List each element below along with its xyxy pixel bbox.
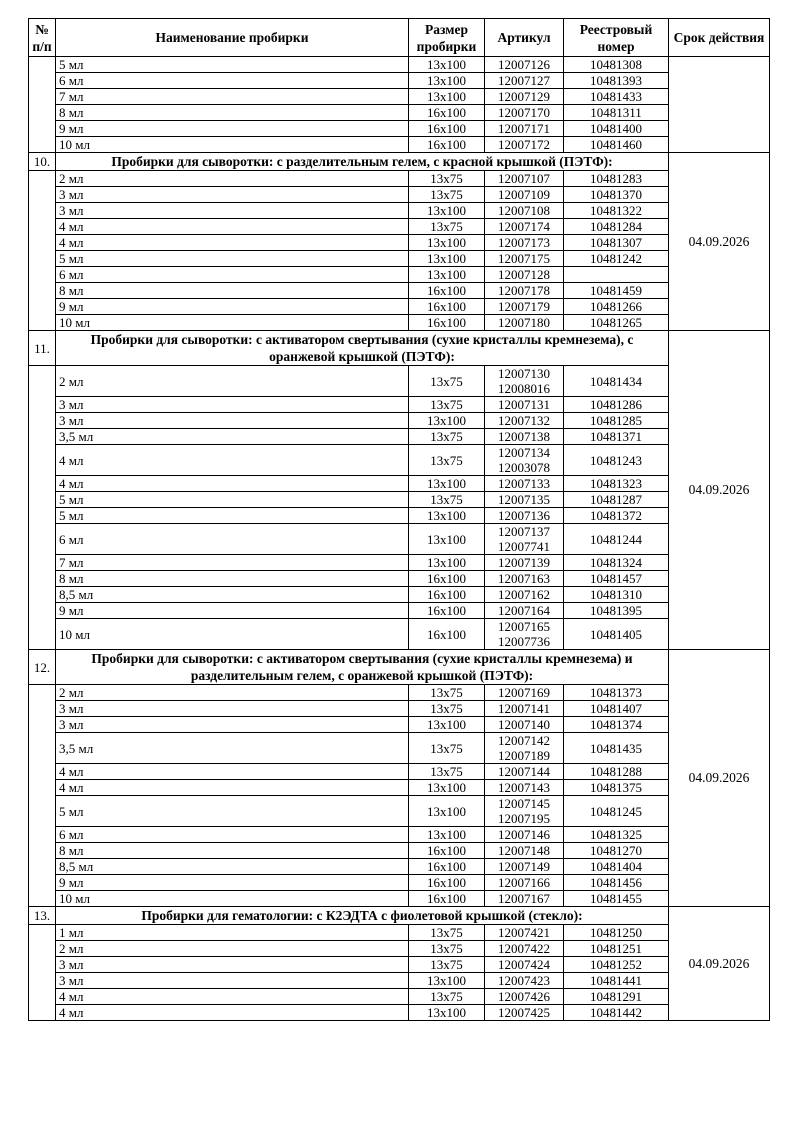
tube-size-cell: 16x100 bbox=[409, 137, 485, 153]
registry-number-cell bbox=[564, 267, 669, 283]
table-row bbox=[29, 283, 770, 299]
tube-name-cell: 2 мл bbox=[56, 685, 409, 701]
tube-name-cell: 3 мл bbox=[56, 701, 409, 717]
tube-name-cell: 8,5 мл bbox=[56, 859, 409, 875]
tube-size-cell: 13x100 bbox=[409, 508, 485, 524]
tube-name-cell: 2 мл bbox=[56, 941, 409, 957]
validity-cell: 04.09.2026 bbox=[669, 153, 770, 331]
registry-number-cell: 10481442 bbox=[564, 1005, 669, 1021]
table-row bbox=[29, 397, 770, 413]
article-cell: 12007169 bbox=[485, 685, 564, 701]
validity-cell: 04.09.2026 bbox=[669, 331, 770, 650]
registry-number-cell: 10481244 bbox=[564, 524, 669, 555]
tube-name-cell: 6 мл bbox=[56, 73, 409, 89]
table-row bbox=[29, 187, 770, 203]
col-header-registry: Реестровый номер bbox=[564, 19, 669, 57]
registry-number-cell: 10481405 bbox=[564, 619, 669, 650]
registry-number-cell: 10481252 bbox=[564, 957, 669, 973]
article-line: 12007741 bbox=[498, 539, 550, 554]
tube-name-cell: 10 мл bbox=[56, 137, 409, 153]
article-cell: 12007421 bbox=[485, 925, 564, 941]
article-cell: 12007167 bbox=[485, 891, 564, 907]
tube-size-cell: 13x100 bbox=[409, 1005, 485, 1021]
section-number-spacer-cell bbox=[29, 57, 56, 153]
tube-name-cell: 4 мл bbox=[56, 235, 409, 251]
article-cell: 12007174 bbox=[485, 219, 564, 235]
table-row bbox=[29, 315, 770, 331]
section-title-cell: Пробирки для гематологии: с К2ЭДТА с фиолетовой крышкой (стекло): bbox=[56, 907, 669, 925]
tube-name-cell: 4 мл bbox=[56, 780, 409, 796]
table-row bbox=[29, 203, 770, 219]
tube-size-cell: 13x75 bbox=[409, 445, 485, 476]
registry-number-cell: 10481283 bbox=[564, 171, 669, 187]
registry-number-cell: 10481324 bbox=[564, 555, 669, 571]
table-row bbox=[29, 764, 770, 780]
col-header-name: Наименование пробирки bbox=[56, 19, 409, 57]
tube-name-cell: 9 мл bbox=[56, 875, 409, 891]
article-cell: 12007140 bbox=[485, 717, 564, 733]
article-cell: 12007109 bbox=[485, 187, 564, 203]
tube-size-cell: 16x100 bbox=[409, 587, 485, 603]
article-cell: 12007179 bbox=[485, 299, 564, 315]
article-cell bbox=[485, 796, 564, 827]
article-line: 12007134 bbox=[498, 445, 550, 460]
table-row bbox=[29, 733, 770, 764]
tube-size-cell: 16x100 bbox=[409, 603, 485, 619]
article-cell: 12007127 bbox=[485, 73, 564, 89]
article-line: 12007137 bbox=[498, 524, 550, 539]
registry-number-cell: 10481407 bbox=[564, 701, 669, 717]
tube-size-cell: 13x75 bbox=[409, 989, 485, 1005]
article-cell: 12007144 bbox=[485, 764, 564, 780]
col-header-validity: Срок действия bbox=[669, 19, 770, 57]
tube-name-cell: 4 мл bbox=[56, 476, 409, 492]
table-row bbox=[29, 571, 770, 587]
table-row bbox=[29, 299, 770, 315]
article-cell: 12007143 bbox=[485, 780, 564, 796]
table-row bbox=[29, 843, 770, 859]
registry-number-cell: 10481404 bbox=[564, 859, 669, 875]
table-row bbox=[29, 413, 770, 429]
tube-size-cell: 13x100 bbox=[409, 973, 485, 989]
section-header-row bbox=[29, 650, 770, 685]
tube-size-cell: 13x100 bbox=[409, 89, 485, 105]
registry-number-cell: 10481373 bbox=[564, 685, 669, 701]
tube-size-cell: 13x100 bbox=[409, 57, 485, 73]
table-row bbox=[29, 827, 770, 843]
tube-size-cell: 16x100 bbox=[409, 875, 485, 891]
tube-size-cell: 13x75 bbox=[409, 219, 485, 235]
article-line: 12007189 bbox=[498, 748, 550, 763]
tube-name-cell: 10 мл bbox=[56, 315, 409, 331]
tube-size-cell: 13x75 bbox=[409, 492, 485, 508]
article-cell: 12007146 bbox=[485, 827, 564, 843]
registry-number-cell: 10481250 bbox=[564, 925, 669, 941]
registry-number-cell: 10481285 bbox=[564, 413, 669, 429]
section-number-cell: 11. bbox=[29, 331, 56, 366]
article-line: 12007130 bbox=[498, 366, 550, 381]
tube-size-cell: 13x75 bbox=[409, 171, 485, 187]
registry-number-cell: 10481266 bbox=[564, 299, 669, 315]
registry-number-cell: 10481433 bbox=[564, 89, 669, 105]
article-cell: 12007175 bbox=[485, 251, 564, 267]
article-cell: 12007133 bbox=[485, 476, 564, 492]
section-title-cell: Пробирки для сыворотки: с активатором свертывания (сухие кристаллы кремнезема), с оранжевой крышкой (ПЭТФ): bbox=[56, 331, 669, 366]
tube-size-cell: 13x100 bbox=[409, 413, 485, 429]
table-row bbox=[29, 587, 770, 603]
registry-number-cell: 10481325 bbox=[564, 827, 669, 843]
table-row bbox=[29, 891, 770, 907]
registry-number-cell: 10481286 bbox=[564, 397, 669, 413]
article-line: 12003078 bbox=[498, 460, 550, 475]
table-row bbox=[29, 267, 770, 283]
tube-size-cell: 13x75 bbox=[409, 764, 485, 780]
table-row bbox=[29, 1005, 770, 1021]
table-row bbox=[29, 492, 770, 508]
article-line: 12007142 bbox=[498, 733, 550, 748]
article-cell: 12007136 bbox=[485, 508, 564, 524]
tube-size-cell: 13x100 bbox=[409, 717, 485, 733]
registry-number-cell: 10481307 bbox=[564, 235, 669, 251]
article-cell: 12007164 bbox=[485, 603, 564, 619]
tube-size-cell: 13x100 bbox=[409, 203, 485, 219]
table-row bbox=[29, 429, 770, 445]
table-header-row bbox=[29, 19, 770, 57]
registry-number-cell: 10481395 bbox=[564, 603, 669, 619]
section-header-row bbox=[29, 331, 770, 366]
tube-size-cell: 16x100 bbox=[409, 859, 485, 875]
table-row bbox=[29, 445, 770, 476]
section-number-spacer-cell bbox=[29, 925, 56, 1021]
registry-number-cell: 10481265 bbox=[564, 315, 669, 331]
tube-size-cell: 13x100 bbox=[409, 524, 485, 555]
tube-size-cell: 13x100 bbox=[409, 251, 485, 267]
tube-name-cell: 4 мл bbox=[56, 1005, 409, 1021]
table-row bbox=[29, 251, 770, 267]
article-cell: 12007172 bbox=[485, 137, 564, 153]
article-cell: 12007148 bbox=[485, 843, 564, 859]
section-number-cell: 12. bbox=[29, 650, 56, 685]
section-title-cell: Пробирки для сыворотки: с активатором свертывания (сухие кристаллы кремнезема) и разделительным гелем, с оранжевой крышкой (ПЭТФ): bbox=[56, 650, 669, 685]
tube-name-cell: 3 мл bbox=[56, 203, 409, 219]
article-cell bbox=[485, 619, 564, 650]
tube-size-cell: 13x75 bbox=[409, 733, 485, 764]
tube-name-cell: 8 мл bbox=[56, 283, 409, 299]
tube-size-cell: 16x100 bbox=[409, 315, 485, 331]
article-cell bbox=[485, 445, 564, 476]
article-cell: 12007422 bbox=[485, 941, 564, 957]
table-row bbox=[29, 685, 770, 701]
article-cell: 12007171 bbox=[485, 121, 564, 137]
tube-name-cell: 5 мл bbox=[56, 508, 409, 524]
registry-number-cell: 10481374 bbox=[564, 717, 669, 733]
tube-name-cell: 4 мл bbox=[56, 219, 409, 235]
tube-size-cell: 16x100 bbox=[409, 121, 485, 137]
article-cell: 12007149 bbox=[485, 859, 564, 875]
article-cell: 12007424 bbox=[485, 957, 564, 973]
article-cell: 12007141 bbox=[485, 701, 564, 717]
registry-number-cell: 10481245 bbox=[564, 796, 669, 827]
table-row bbox=[29, 780, 770, 796]
tube-name-cell: 4 мл bbox=[56, 445, 409, 476]
tube-size-cell: 13x75 bbox=[409, 187, 485, 203]
tube-name-cell: 8 мл bbox=[56, 843, 409, 859]
table-row bbox=[29, 555, 770, 571]
registry-number-cell: 10481371 bbox=[564, 429, 669, 445]
tube-size-cell: 13x100 bbox=[409, 476, 485, 492]
table-row bbox=[29, 366, 770, 397]
tube-name-cell: 3 мл bbox=[56, 397, 409, 413]
table-row bbox=[29, 235, 770, 251]
tube-name-cell: 7 мл bbox=[56, 89, 409, 105]
article-cell bbox=[485, 733, 564, 764]
article-cell: 12007170 bbox=[485, 105, 564, 121]
article-cell: 12007108 bbox=[485, 203, 564, 219]
article-cell: 12007135 bbox=[485, 492, 564, 508]
tube-size-cell: 16x100 bbox=[409, 283, 485, 299]
registry-number-cell: 10481460 bbox=[564, 137, 669, 153]
tube-name-cell: 8 мл bbox=[56, 105, 409, 121]
tube-size-cell: 13x100 bbox=[409, 555, 485, 571]
article-cell: 12007107 bbox=[485, 171, 564, 187]
tube-size-cell: 13x100 bbox=[409, 73, 485, 89]
table-row bbox=[29, 603, 770, 619]
registry-number-cell: 10481242 bbox=[564, 251, 669, 267]
article-line: 12007145 bbox=[498, 796, 550, 811]
tube-name-cell: 1 мл bbox=[56, 925, 409, 941]
table-row bbox=[29, 219, 770, 235]
registry-number-cell: 10481370 bbox=[564, 187, 669, 203]
tube-name-cell: 3 мл bbox=[56, 717, 409, 733]
tube-name-cell: 5 мл bbox=[56, 492, 409, 508]
article-cell bbox=[485, 524, 564, 555]
article-cell: 12007180 bbox=[485, 315, 564, 331]
tube-name-cell: 5 мл bbox=[56, 796, 409, 827]
article-line: 12007195 bbox=[498, 811, 550, 826]
registry-number-cell: 10481311 bbox=[564, 105, 669, 121]
article-cell: 12007173 bbox=[485, 235, 564, 251]
table-row bbox=[29, 796, 770, 827]
article-line: 12007736 bbox=[498, 634, 550, 649]
section-number-cell: 10. bbox=[29, 153, 56, 171]
tube-name-cell: 3 мл bbox=[56, 187, 409, 203]
table-row bbox=[29, 619, 770, 650]
tube-name-cell: 3 мл bbox=[56, 413, 409, 429]
tube-name-cell: 8 мл bbox=[56, 571, 409, 587]
section-title-cell: Пробирки для сыворотки: с разделительным гелем, с красной крышкой (ПЭТФ): bbox=[56, 153, 669, 171]
section-number-spacer-cell bbox=[29, 366, 56, 650]
section-header-row bbox=[29, 907, 770, 925]
article-cell: 12007126 bbox=[485, 57, 564, 73]
tube-size-cell: 16x100 bbox=[409, 299, 485, 315]
tube-size-cell: 13x100 bbox=[409, 780, 485, 796]
registry-number-cell: 10481284 bbox=[564, 219, 669, 235]
article-cell: 12007166 bbox=[485, 875, 564, 891]
article-cell: 12007163 bbox=[485, 571, 564, 587]
tube-size-cell: 13x100 bbox=[409, 827, 485, 843]
table-row bbox=[29, 941, 770, 957]
tube-name-cell: 5 мл bbox=[56, 251, 409, 267]
table-row bbox=[29, 137, 770, 153]
tube-name-cell: 5 мл bbox=[56, 57, 409, 73]
article-cell: 12007162 bbox=[485, 587, 564, 603]
registry-number-cell: 10481270 bbox=[564, 843, 669, 859]
article-cell: 12007138 bbox=[485, 429, 564, 445]
tube-name-cell: 10 мл bbox=[56, 619, 409, 650]
registry-number-cell: 10481243 bbox=[564, 445, 669, 476]
col-header-article: Артикул bbox=[485, 19, 564, 57]
tube-name-cell: 6 мл bbox=[56, 524, 409, 555]
tube-name-cell: 3 мл bbox=[56, 957, 409, 973]
registry-number-cell: 10481457 bbox=[564, 571, 669, 587]
registry-number-cell: 10481291 bbox=[564, 989, 669, 1005]
tube-size-cell: 13x75 bbox=[409, 925, 485, 941]
article-cell: 12007425 bbox=[485, 1005, 564, 1021]
table-row bbox=[29, 171, 770, 187]
tube-name-cell: 9 мл bbox=[56, 121, 409, 137]
tube-size-cell: 13x75 bbox=[409, 701, 485, 717]
article-cell: 12007139 bbox=[485, 555, 564, 571]
table-row bbox=[29, 957, 770, 973]
tube-name-cell: 10 мл bbox=[56, 891, 409, 907]
registry-number-cell: 10481323 bbox=[564, 476, 669, 492]
article-line: 12007165 bbox=[498, 619, 550, 634]
table-row bbox=[29, 859, 770, 875]
table-row bbox=[29, 121, 770, 137]
table-row bbox=[29, 524, 770, 555]
registry-number-cell: 10481308 bbox=[564, 57, 669, 73]
registry-number-cell: 10481400 bbox=[564, 121, 669, 137]
tube-name-cell: 9 мл bbox=[56, 299, 409, 315]
tube-name-cell: 2 мл bbox=[56, 171, 409, 187]
section-number-spacer-cell bbox=[29, 685, 56, 907]
registry-number-cell: 10481456 bbox=[564, 875, 669, 891]
registry-number-cell: 10481287 bbox=[564, 492, 669, 508]
tube-name-cell: 9 мл bbox=[56, 603, 409, 619]
tube-size-cell: 13x100 bbox=[409, 235, 485, 251]
table-row bbox=[29, 105, 770, 121]
validity-cell: 04.09.2026 bbox=[669, 907, 770, 1021]
tube-size-cell: 16x100 bbox=[409, 105, 485, 121]
registry-number-cell: 10481288 bbox=[564, 764, 669, 780]
tube-size-cell: 13x75 bbox=[409, 397, 485, 413]
table-row bbox=[29, 508, 770, 524]
tube-size-cell: 16x100 bbox=[409, 619, 485, 650]
tube-size-cell: 13x75 bbox=[409, 366, 485, 397]
tube-name-cell: 6 мл bbox=[56, 827, 409, 843]
tube-size-cell: 16x100 bbox=[409, 891, 485, 907]
tube-name-cell: 3 мл bbox=[56, 973, 409, 989]
table-row bbox=[29, 875, 770, 891]
registry-number-cell: 10481435 bbox=[564, 733, 669, 764]
tube-name-cell: 4 мл bbox=[56, 989, 409, 1005]
tube-size-cell: 13x75 bbox=[409, 941, 485, 957]
table-row bbox=[29, 989, 770, 1005]
tube-name-cell: 8,5 мл bbox=[56, 587, 409, 603]
article-cell: 12007131 bbox=[485, 397, 564, 413]
tube-name-cell: 3,5 мл bbox=[56, 429, 409, 445]
article-cell: 12007423 bbox=[485, 973, 564, 989]
article-cell: 12007129 bbox=[485, 89, 564, 105]
tube-size-cell: 13x75 bbox=[409, 685, 485, 701]
table-row bbox=[29, 89, 770, 105]
tube-name-cell: 6 мл bbox=[56, 267, 409, 283]
table-row bbox=[29, 57, 770, 73]
registry-number-cell: 10481372 bbox=[564, 508, 669, 524]
tube-size-cell: 16x100 bbox=[409, 571, 485, 587]
tube-size-cell: 13x100 bbox=[409, 267, 485, 283]
registry-number-cell: 10481251 bbox=[564, 941, 669, 957]
tube-name-cell: 7 мл bbox=[56, 555, 409, 571]
section-header-row bbox=[29, 153, 770, 171]
table-row bbox=[29, 73, 770, 89]
registry-number-cell: 10481375 bbox=[564, 780, 669, 796]
tube-size-cell: 16x100 bbox=[409, 843, 485, 859]
article-cell: 12007128 bbox=[485, 267, 564, 283]
tube-name-cell: 2 мл bbox=[56, 366, 409, 397]
article-cell: 12007178 bbox=[485, 283, 564, 299]
tube-size-cell: 13x75 bbox=[409, 429, 485, 445]
section-number-spacer-cell bbox=[29, 171, 56, 331]
table-row bbox=[29, 476, 770, 492]
registry-number-cell: 10481393 bbox=[564, 73, 669, 89]
tube-name-cell: 3,5 мл bbox=[56, 733, 409, 764]
validity-cell bbox=[669, 57, 770, 153]
table-row bbox=[29, 701, 770, 717]
table-row bbox=[29, 973, 770, 989]
registry-number-cell: 10481455 bbox=[564, 891, 669, 907]
registry-number-cell: 10481459 bbox=[564, 283, 669, 299]
registry-number-cell: 10481441 bbox=[564, 973, 669, 989]
tube-size-cell: 13x75 bbox=[409, 957, 485, 973]
article-line: 12008016 bbox=[498, 381, 550, 396]
validity-cell: 04.09.2026 bbox=[669, 650, 770, 907]
article-cell: 12007426 bbox=[485, 989, 564, 1005]
table-row bbox=[29, 717, 770, 733]
tube-name-cell: 4 мл bbox=[56, 764, 409, 780]
section-number-cell: 13. bbox=[29, 907, 56, 925]
registry-table bbox=[28, 18, 770, 1021]
tube-size-cell: 13x100 bbox=[409, 796, 485, 827]
col-header-num: № п/п bbox=[29, 19, 56, 57]
col-header-size: Размер пробирки bbox=[409, 19, 485, 57]
registry-number-cell: 10481322 bbox=[564, 203, 669, 219]
registry-number-cell: 10481310 bbox=[564, 587, 669, 603]
registry-number-cell: 10481434 bbox=[564, 366, 669, 397]
article-cell: 12007132 bbox=[485, 413, 564, 429]
table-row bbox=[29, 925, 770, 941]
article-cell bbox=[485, 366, 564, 397]
